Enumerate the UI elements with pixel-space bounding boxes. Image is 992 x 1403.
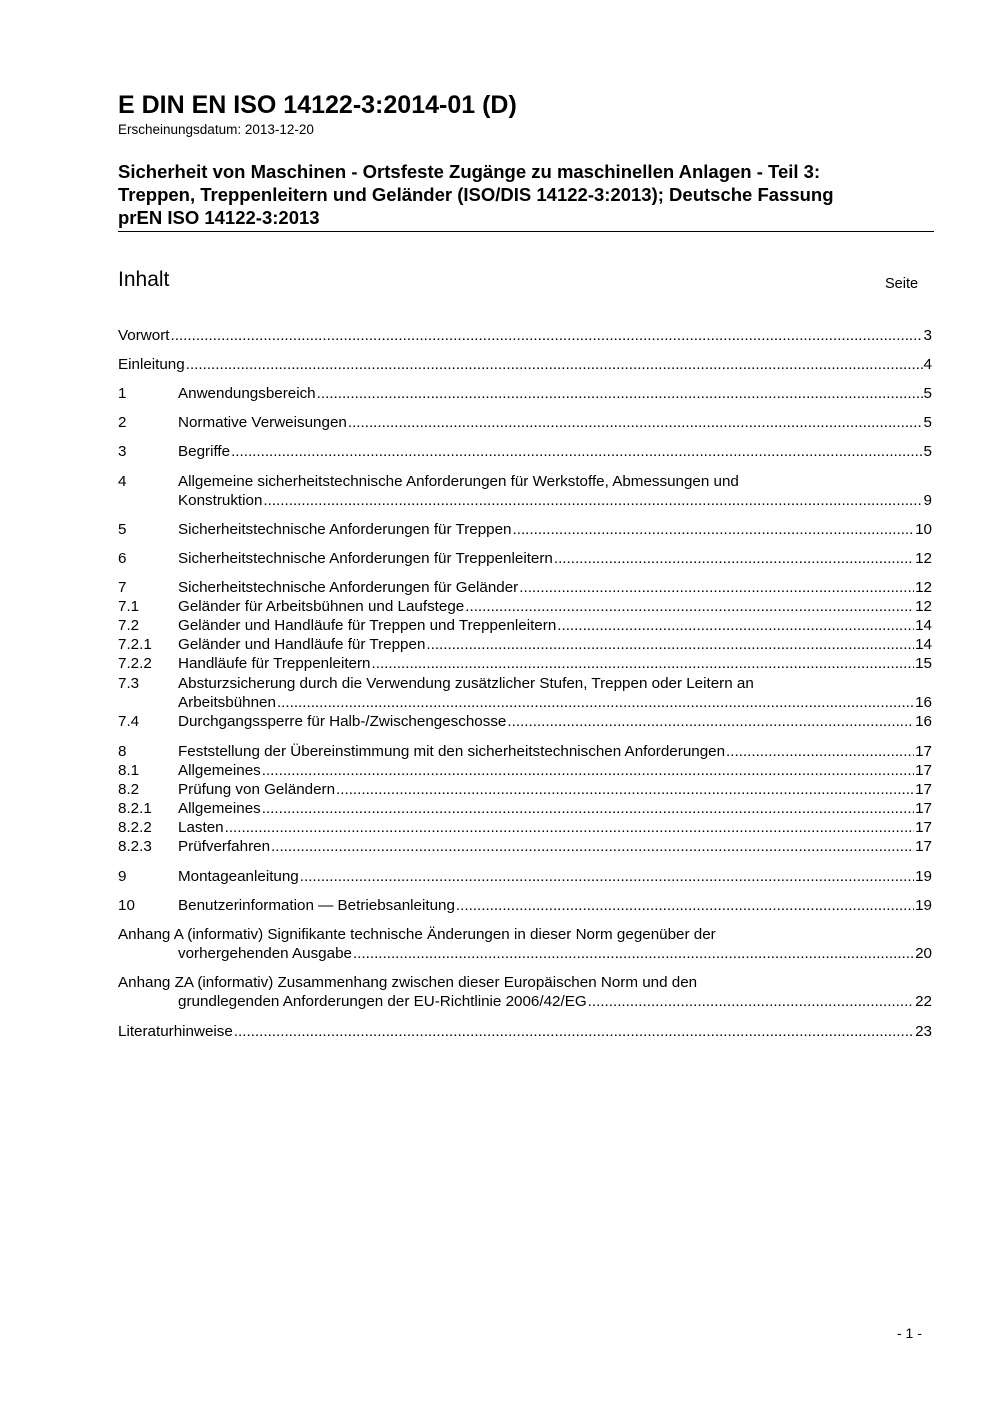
toc-entry-page: 22 — [915, 993, 932, 1010]
toc-entry-page: 12 — [915, 550, 932, 567]
toc-dot-leader — [557, 616, 914, 635]
toc-dot-leader — [519, 578, 914, 597]
toc-entry-page: 10 — [915, 521, 932, 538]
toc-entry-title: Allgemeine sicherheitstechnische Anforderungen für Werkstoffe, Abmessungen und — [178, 473, 739, 490]
toc-entry-title: Prüfverfahren — [178, 838, 271, 855]
toc-entry-page: 3 — [923, 327, 932, 344]
toc-entry-page: 16 — [915, 713, 932, 730]
toc-entry-number: 4 — [118, 473, 127, 490]
toc-entry-title-continued: grundlegenden Anforderungen der EU-Richtlinie 2006/42/EG — [178, 993, 587, 1010]
toc-dot-leader — [231, 442, 922, 461]
toc-entry-number: 7.3 — [118, 675, 140, 692]
doc-code: E DIN EN ISO 14122-3:2014-01 (D) — [118, 91, 517, 119]
toc-entry-title: Montageanleitung — [178, 868, 299, 885]
toc-entry-page: 9 — [923, 492, 932, 509]
toc-dot-leader — [317, 384, 923, 403]
publication-date: Erscheinungsdatum: 2013-12-20 — [118, 122, 314, 137]
toc-entry-page: 19 — [915, 868, 932, 885]
toc-dot-leader — [507, 712, 914, 731]
toc-entry-title: Geländer und Handläufe für Treppen und Treppenleitern — [178, 617, 557, 634]
toc-entry-title: Handläufe für Treppenleitern — [178, 655, 371, 672]
toc-entry-title: Lasten — [178, 819, 224, 836]
toc-entry-title: Feststellung der Übereinstimmung mit den sicherheitstechnischen Anforderungen — [178, 743, 726, 760]
toc-entry-number: 5 — [118, 521, 127, 538]
toc-entry-title: Anwendungsbereich — [178, 385, 316, 402]
toc-entry-page: 15 — [915, 655, 932, 672]
toc-entry-page: 14 — [915, 636, 932, 653]
toc-entry-page: 16 — [915, 694, 932, 711]
toc-entry-title: Vorwort — [118, 327, 170, 344]
toc-entry-title: Anhang A (informativ) Signifikante technische Änderungen in dieser Norm gegenüber der — [118, 926, 716, 943]
toc-entry-page: 12 — [915, 579, 932, 596]
toc-entry-title: Normative Verweisungen — [178, 414, 347, 431]
toc-entry-page: 17 — [915, 800, 932, 817]
toc-dot-leader — [277, 693, 914, 712]
toc-dot-leader — [353, 944, 914, 963]
doc-title-line: prEN ISO 14122-3:2013 — [118, 207, 320, 228]
toc-dot-leader — [263, 491, 922, 510]
toc-entry-title: Geländer für Arbeitsbühnen und Laufstege — [178, 598, 465, 615]
toc-entry-title: Anhang ZA (informativ) Zusammenhang zwischen dieser Europäischen Norm und den — [118, 974, 698, 991]
toc-entry-page: 17 — [915, 743, 932, 760]
toc-dot-leader — [262, 799, 914, 818]
toc-entry-title: Sicherheitstechnische Anforderungen für Treppen — [178, 521, 512, 538]
page-number: - 1 - — [897, 1325, 922, 1341]
doc-title-line: Treppen, Treppenleitern und Geländer (ISO/DIS 14122-3:2013); Deutsche Fassung — [118, 184, 834, 205]
toc-entry-title-continued: Konstruktion — [178, 492, 263, 509]
toc-dot-leader — [186, 355, 923, 374]
toc-entry-title: Sicherheitstechnische Anforderungen für Treppenleitern — [178, 550, 553, 567]
toc-dot-leader — [513, 520, 915, 539]
doc-title — [118, 160, 934, 232]
toc-entry-number: 8.2.1 — [118, 800, 152, 817]
toc-heading: Inhalt — [118, 268, 170, 291]
toc-entry-number: 7.4 — [118, 713, 140, 730]
toc-entry-title: Benutzerinformation — Betriebsanleitung — [178, 897, 455, 914]
toc-entry-page: 17 — [915, 838, 932, 855]
toc-dot-leader — [262, 761, 914, 780]
toc-entry-page: 14 — [915, 617, 932, 634]
doc-title-line: Sicherheit von Maschinen - Ortsfeste Zugänge zu maschinellen Anlagen - Teil 3: — [118, 161, 821, 182]
toc-dot-leader — [225, 818, 914, 837]
toc-entry-number: 8.2 — [118, 781, 140, 798]
toc-entry-number: 8 — [118, 743, 127, 760]
toc-entry-page: 20 — [915, 945, 932, 962]
toc-entry-number: 7.2.1 — [118, 636, 152, 653]
toc-entry-title-continued: vorhergehenden Ausgabe — [178, 945, 352, 962]
toc-entry-page: 19 — [915, 897, 932, 914]
toc-entry-page: 23 — [915, 1023, 932, 1040]
toc-entry-number: 1 — [118, 385, 127, 402]
toc-dot-leader — [372, 654, 915, 673]
toc-dot-leader — [456, 896, 914, 915]
toc-dot-leader — [271, 837, 914, 856]
toc-dot-leader — [171, 326, 923, 345]
toc-entry-number: 2 — [118, 414, 127, 431]
toc-entry-page: 5 — [923, 385, 932, 402]
toc-entry-page: 17 — [915, 781, 932, 798]
toc-entry-number: 9 — [118, 868, 127, 885]
toc-entry-number: 8.1 — [118, 762, 140, 779]
toc-dot-leader — [588, 992, 914, 1011]
toc-entry-number: 8.2.2 — [118, 819, 152, 836]
toc-entry-title: Literaturhinweise — [118, 1023, 233, 1040]
toc-dot-leader — [348, 413, 923, 432]
toc-dot-leader — [465, 597, 914, 616]
toc-entry-number: 7.2.2 — [118, 655, 152, 672]
toc-entry-page: 12 — [915, 598, 932, 615]
toc-entry-title: Geländer und Handläufe für Treppen — [178, 636, 426, 653]
toc-entry-number: 7.1 — [118, 598, 140, 615]
toc-entry-title: Durchgangssperre für Halb-/Zwischengeschosse — [178, 713, 507, 730]
toc-entry-number: 10 — [118, 897, 135, 914]
toc-entry-page: 17 — [915, 819, 932, 836]
toc-dot-leader — [426, 635, 914, 654]
toc-dot-leader — [336, 780, 914, 799]
toc-dot-leader — [554, 549, 914, 568]
toc-entry-number: 7 — [118, 579, 127, 596]
toc-entry-number: 7.2 — [118, 617, 140, 634]
toc-dot-leader — [300, 867, 914, 886]
toc-entry-title: Prüfung von Geländern — [178, 781, 336, 798]
toc-entry-number: 6 — [118, 550, 127, 567]
toc-dot-leader — [726, 742, 914, 761]
toc-entry-title: Allgemeines — [178, 800, 261, 817]
toc-entry-title: Sicherheitstechnische Anforderungen für Geländer — [178, 579, 519, 596]
toc-entry-page: 5 — [923, 414, 932, 431]
toc-entry-number: 8.2.3 — [118, 838, 152, 855]
toc-entry-title-continued: Arbeitsbühnen — [178, 694, 276, 711]
toc-entry-title: Allgemeines — [178, 762, 261, 779]
toc-dot-leader — [234, 1022, 914, 1041]
page-column-label: Seite — [885, 276, 919, 292]
toc-entry-page: 4 — [923, 356, 932, 373]
toc-entry-title: Absturzsicherung durch die Verwendung zusätzlicher Stufen, Treppen oder Leitern an — [178, 675, 754, 692]
toc-entry-page: 5 — [923, 443, 932, 460]
toc-entry-page: 17 — [915, 762, 932, 779]
toc-entry-title: Begriffe — [178, 443, 231, 460]
toc-entry-title: Einleitung — [118, 356, 185, 373]
toc-entry-number: 3 — [118, 443, 127, 460]
